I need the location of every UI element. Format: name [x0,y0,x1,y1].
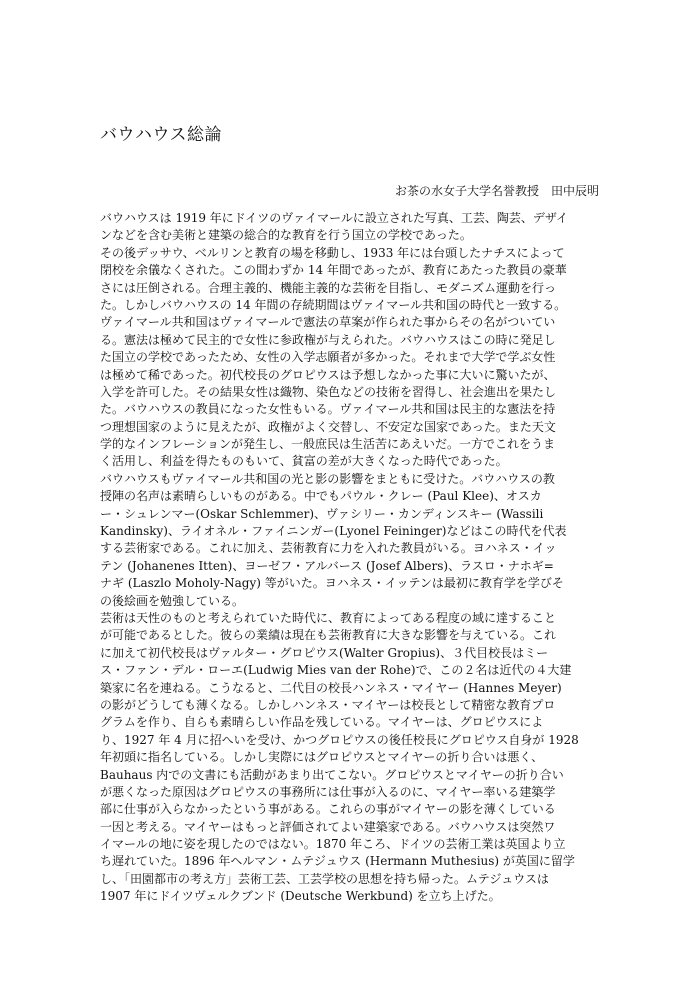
body-line: する芸術家である。これに加え、芸術教育に力を入れた教員がいる。ヨハネス・イッ [100,541,557,556]
body-line: ヴァイマール共和国はヴァイマールで憲法の草案が作られた事からその名がついてい [100,315,556,330]
body-line: し、「田園都市の考え方」芸術工芸、工芸学校の思想を持ち帰った。ムテジュウスは [100,871,549,886]
body-line: に加えて初代校長はヴァルター・グロピウス(Walter Gropius)、３代目校長はミー [100,645,549,660]
body-line: バウハウスは 1919 年にドイツのヴァイマールに設立された写真、工芸、陶芸、デザイ [100,211,569,225]
body-line: さには圧倒される。合理主義的、機能主義的な芸術を目指し、モダニズム運動を行っ [100,280,557,295]
body-line: が悪くなった原因はグロピウスの事務所には仕事が入るのに、マイヤー率いる建築学 [100,784,556,799]
body-line: Bauhaus 内での文書にも活動があまり出てこない。グロピウスとマイヤーの折り合い [100,767,564,782]
body-line: 入学を許可した。その結果女性は織物、染色などの技術を習得し、社会進出を果たし [100,384,557,399]
body-line: その後デッサウ、ベルリンと教育の場を移動し、1933 年には台頭したナチスによって [100,245,565,260]
body-line: の後絵画を勉強している。 [100,593,245,608]
body-line: ナギ (Laszlo Moholy-Nagy) 等がいた。ヨハネス・イッテンは最初に教育学を学びそ [100,576,564,591]
body-line: グラムを作り、自らも素晴らしい作品を残している。マイヤーは、グロピウスによ [100,715,544,730]
body-line: 築家に名を連ねる。こうなると、二代目の校長ハンネス・マイヤー (Hannes Meyer) [100,680,562,695]
body-line: り、1927 年 4 月に招へいを受け、かつグロピウスの後任校長にグロピウス自身が 1928 [100,732,579,747]
body-line: ち遅れていた。1896 年ヘルマン・ムテジュウス (Hermann Muthesius) が英国に留学 [100,854,575,869]
body-line: ー・シュレンマー(Oskar Schlemmer)、ヴァシリー・カンディンスキー (Wassili [100,506,544,521]
author-line: お茶の水女子大学名誉教授 田中辰明 [394,184,599,198]
body-line: つ理想国家のように見えたが、政権がよく交替し、不安定な国家であった。また天文 [100,419,556,434]
body-text [100,210,600,906]
body-line: イマールの地に姿を現したのではない。1870 年ころ、ドイツの芸術工業は英国より立 [100,837,566,852]
document-title: バウハウス総論 [100,125,222,145]
body-line: る。憲法は極めて民主的で女性に参政権が与えられた。バウハウスはこの時に発足し [100,332,556,347]
body-line: ンなどを含む美術と建築の総合的な教育を行う国立の学校であった。 [100,228,472,243]
body-line: テン (Johanenes Itten)、ヨーゼフ・アルバース (Josef Albers)、ラスロ・ナホギ= [100,558,554,573]
body-line: 授陣の名声は素晴らしいものがある。中でもパウル・クレー (Paul Klee)、オスカ [100,489,542,504]
body-line: 芸術は天性のものと考えられていた時代に、教育によってある程度の域に達すること [100,610,557,625]
body-line: ス・ファン・デル・ローエ(Ludwig Mies van der Rohe)で、この２名は近代の４大建 [100,663,572,678]
body-line: 一因と考える。マイヤーはもっと評価されてよい建築家である。バウハウスは突然ワ [100,819,556,834]
body-line: の影がどうしても薄くなる。しかしハンネス・マイヤーは校長として精密な教育プロ [100,697,556,712]
body-line: 閉校を余儀なくされた。この間わずか 14 年間であったが、教育にあたった教員の豪華 [100,263,567,278]
body-line: 学的なインフレーションが発生し、一般庶民は生活苦にあえいだ。一方でこれをうま [100,437,556,452]
body-line: は極めて稀であった。初代校長のグロピウスは予想しなかった事に大いに驚いたが、 [100,367,556,382]
body-line: 1907 年にドイツヴェルクブンド (Deutsche Werkbund) を立ち上げた。 [100,889,501,904]
body-line: た。しかしバウハウスの 14 年間の存続期間はヴァイマール共和国の時代と一致する。 [100,297,567,312]
body-line: 年初頭に指名している。しかし実際にはグロピウスとマイヤーの折り合いは悪く、 [100,750,544,765]
body-line: た国立の学校であったため、女性の入学志願者が多かった。それまで大学で学ぶ女性 [100,350,556,365]
body-line: Kandinsky)、ライオネル・ファイニンガー(Lyonel Feininger)などはこの時代を代表 [100,524,567,539]
body-line: が可能であるとした。彼らの業績は現在も芸術教育に大きな影響を与えている。これ [100,628,557,643]
body-line: た。バウハウスの教員になった女性もいる。ヴァイマール共和国は民主的な憲法を持 [100,402,556,417]
body-line: 部に仕事が入らなかったという事がある。これらの事がマイヤーの影を薄くしている [100,802,556,817]
body-line: バウハウスもヴァイマール共和国の光と影の影響をまともに受けた。バウハウスの教 [100,471,555,486]
body-line: く活用し、利益を得たものもいて、貧富の差が大きくなった時代であった。 [100,454,508,469]
